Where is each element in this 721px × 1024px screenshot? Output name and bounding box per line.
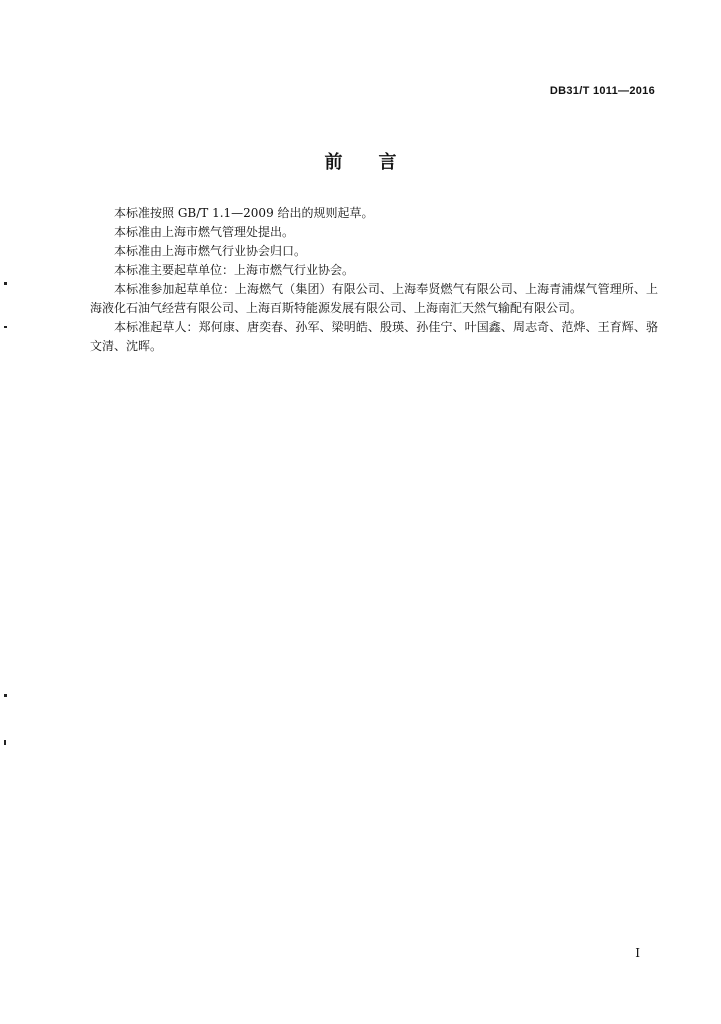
paragraph-proposer: 本标准由上海市燃气管理处提出。	[114, 225, 295, 239]
paragraph-main-drafter: 本标准主要起草单位：上海市燃气行业协会。	[114, 263, 355, 277]
scan-artifact	[4, 740, 6, 745]
standard-code: DB31/T 1011—2016	[549, 85, 655, 97]
foreword-body	[90, 204, 658, 356]
scan-artifact	[4, 326, 7, 328]
page-number: I	[635, 946, 640, 960]
paragraph-drafting-rules: 本标准按照 GB/T 1.1—2009 给出的规则起草。	[114, 206, 374, 220]
scan-artifact	[4, 694, 7, 697]
scan-artifact	[4, 282, 7, 285]
paragraph-drafters: 本标准起草人：郑何康、唐奕春、孙军、梁明皓、殷瑛、孙佳宁、叶国鑫、周志奇、范烨、王育辉、骆文清、沈晖。	[90, 320, 658, 353]
paragraph-participating-drafters: 本标准参加起草单位：上海燃气（集团）有限公司、上海奉贤燃气有限公司、上海青浦煤气管理所、上海液化石油气经营有限公司、上海百斯特能源发展有限公司、上海南汇天然气输配有限公司。	[90, 282, 658, 315]
page-title: 前言	[324, 152, 433, 173]
paragraph-administrator: 本标准由上海市燃气行业协会归口。	[114, 244, 307, 258]
